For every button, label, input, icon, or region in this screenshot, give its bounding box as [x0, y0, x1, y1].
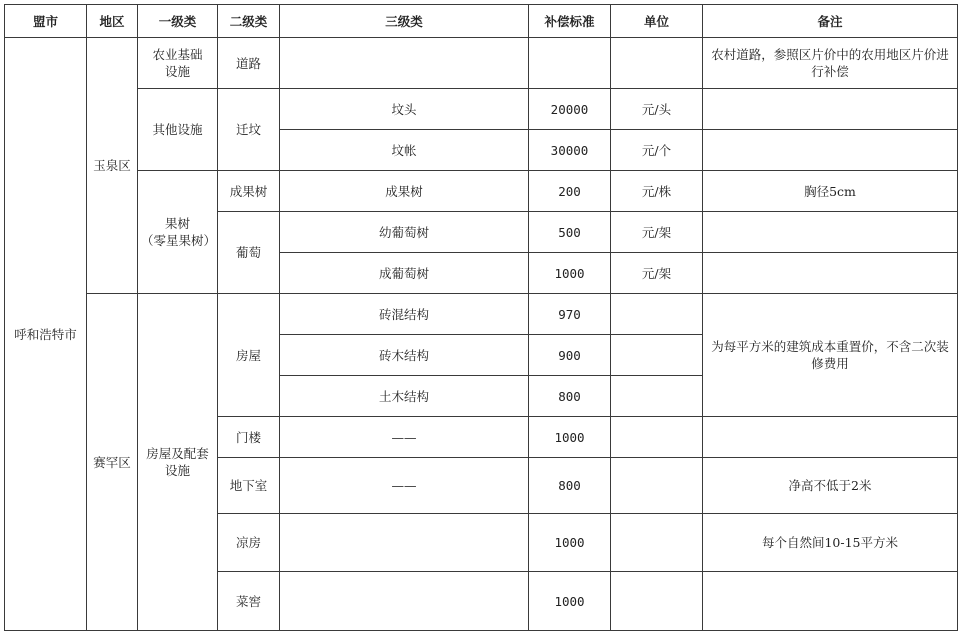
district-cell-yuquan: 玉泉区: [87, 38, 138, 294]
standard-cell: 900: [529, 335, 611, 376]
standard-cell: 20000: [529, 89, 611, 130]
header-district: 地区: [87, 5, 138, 38]
note-cell: [703, 89, 958, 130]
note-cell: [703, 130, 958, 171]
note-cell: 为每平方米的建筑成本重置价，不含二次装修费用: [703, 294, 958, 417]
unit-cell: [611, 38, 703, 89]
level3-cell: 土木结构: [280, 376, 529, 417]
unit-cell: 元/头: [611, 89, 703, 130]
compensation-table: [4, 4, 958, 631]
note-cell: 胸径5cm: [703, 171, 958, 212]
standard-cell: 200: [529, 171, 611, 212]
level3-cell: 幼葡萄树: [280, 212, 529, 253]
level3-cell: [280, 514, 529, 572]
table-row: [5, 171, 958, 212]
level1-cell-other: 其他设施: [138, 89, 218, 171]
unit-cell: 元/个: [611, 130, 703, 171]
table-header-row: [5, 5, 958, 38]
note-cell: [703, 253, 958, 294]
table-row: [5, 294, 958, 335]
level2-cell-cellar: 菜窖: [218, 572, 280, 631]
level3-cell: 成果树: [280, 171, 529, 212]
level2-cell-cool-room: 凉房: [218, 514, 280, 572]
level3-cell: 坟帐: [280, 130, 529, 171]
level2-cell-fruit-tree: 成果树: [218, 171, 280, 212]
header-level3: 三级类: [280, 5, 529, 38]
header-unit: 单位: [611, 5, 703, 38]
unit-cell: 元/株: [611, 171, 703, 212]
table-row: [5, 38, 958, 89]
district-cell-saihan: 赛罕区: [87, 294, 138, 631]
table-row: [5, 89, 958, 130]
standard-cell: 1000: [529, 253, 611, 294]
city-cell: 呼和浩特市: [5, 38, 87, 631]
level3-cell: 砖混结构: [280, 294, 529, 335]
level3-cell: 坟头: [280, 89, 529, 130]
level2-cell-road: 道路: [218, 38, 280, 89]
standard-cell: 800: [529, 458, 611, 514]
level2-cell-gate: 门楼: [218, 417, 280, 458]
level2-cell-grape: 葡萄: [218, 212, 280, 294]
level3-cell: 成葡萄树: [280, 253, 529, 294]
note-cell: 农村道路，参照区片价中的农用地区片价进行补偿: [703, 38, 958, 89]
level2-cell-basement: 地下室: [218, 458, 280, 514]
standard-cell: 970: [529, 294, 611, 335]
note-cell: 净高不低于2米: [703, 458, 958, 514]
unit-cell: [611, 458, 703, 514]
header-city: 盟市: [5, 5, 87, 38]
level2-cell-house: 房屋: [218, 294, 280, 417]
standard-cell: [529, 38, 611, 89]
level2-cell-move-grave: 迁坟: [218, 89, 280, 171]
unit-cell: [611, 376, 703, 417]
note-cell: 每个自然间10-15平方米: [703, 514, 958, 572]
level3-cell: ——: [280, 458, 529, 514]
unit-cell: [611, 294, 703, 335]
header-standard: 补偿标准: [529, 5, 611, 38]
standard-cell: 1000: [529, 572, 611, 631]
level3-cell: 砖木结构: [280, 335, 529, 376]
note-cell: [703, 572, 958, 631]
unit-cell: [611, 417, 703, 458]
level3-cell: [280, 572, 529, 631]
level1-cell-fruit-trees: 果树 （零星果树）: [138, 171, 218, 294]
level1-cell-agri-infra: 农业基础 设施: [138, 38, 218, 89]
unit-cell: [611, 514, 703, 572]
header-level1: 一级类: [138, 5, 218, 38]
header-note: 备注: [703, 5, 958, 38]
level1-cell-housing: 房屋及配套 设施: [138, 294, 218, 631]
standard-cell: 1000: [529, 514, 611, 572]
header-level2: 二级类: [218, 5, 280, 38]
level3-cell: [280, 38, 529, 89]
level3-cell: ——: [280, 417, 529, 458]
standard-cell: 500: [529, 212, 611, 253]
unit-cell: [611, 335, 703, 376]
standard-cell: 800: [529, 376, 611, 417]
unit-cell: 元/架: [611, 212, 703, 253]
unit-cell: 元/架: [611, 253, 703, 294]
note-cell: [703, 212, 958, 253]
unit-cell: [611, 572, 703, 631]
note-cell: [703, 417, 958, 458]
standard-cell: 1000: [529, 417, 611, 458]
standard-cell: 30000: [529, 130, 611, 171]
